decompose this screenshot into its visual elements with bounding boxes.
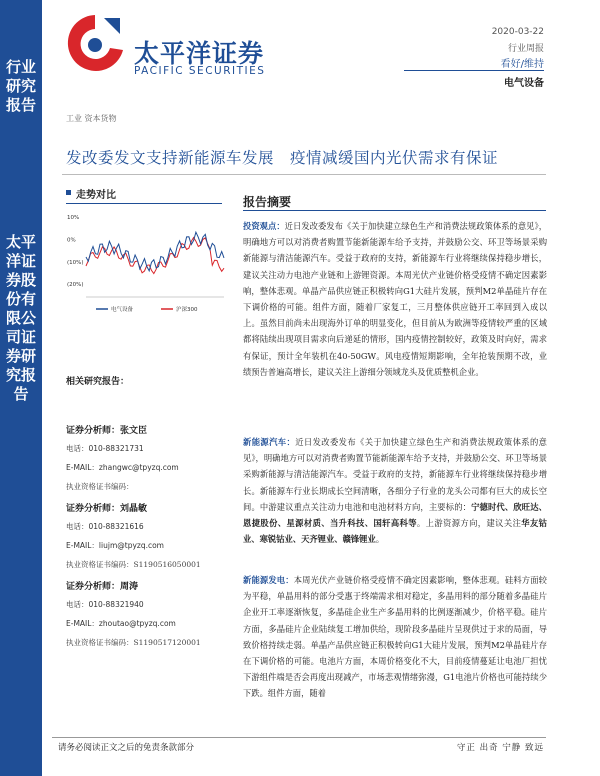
report-type: 行业周报 xyxy=(507,44,544,54)
paragraph-lead: 投资观点： xyxy=(243,221,285,231)
report-date: 2020-03-22 xyxy=(491,27,544,37)
sector-name: 电气设备 xyxy=(504,78,544,89)
paragraph-body: 。 xyxy=(375,534,385,545)
analyst-3-email[interactable]: E-MAIL：zhoutao@tpyzq.com xyxy=(66,619,176,628)
paragraph-body: 近日发改委发布《关于加快建立绿色生产和消费法规政策体系的意见》，明确地方可以对消费者购置节能新能源车给予支持，并鼓励公交、环卫等场景采购新能源与清洁能源汽车。受益于政府的支持，新能源车行业将继续保持稳步增长，建议关注动力电池产业链和上游锂资源。本周光伏产业链价格受疫情不确定因素影响，整体悲观。单晶产品供应链正积极转向G1大硅片发展，预判M2单晶硅片存在下调价格的可能。组件方面，随着厂家复工，三月整体供应链开工率回到入成以上。虽然目前尚未出现海外订单的明显变化，但目前从为欧洲等疫情较严重的区域都将陆续出现项目需求向后递延的情形，国内疫情控制较好，政策及时向好，需求有保证，预计全年装机在40-50GW。风电疫情短期影响，全年抢装预期不改，业绩预告普遍高增长，建议关注上游细分领域龙头及优质整机企业。 xyxy=(243,221,547,377)
analyst-1-email[interactable]: E-MAIL：zhangwc@tpyzq.com xyxy=(66,463,179,472)
trend-divider xyxy=(66,203,222,204)
pacific-securities-logo-icon xyxy=(64,12,126,78)
analyst-3-cert: 执业资格证书编码：S1190517120001 xyxy=(66,638,201,647)
left-sidebar-bar xyxy=(0,0,42,776)
analyst-1-phone: 电话：010-88321731 xyxy=(66,444,144,453)
footer-disclaimer: 请务必阅读正文之后的免责条款部分 xyxy=(58,743,195,753)
analyst-2-name: 证券分析师：刘晶敏 xyxy=(66,504,148,514)
brand-name-cn: 太平洋证券 xyxy=(134,39,265,68)
paragraph-body: 本周光伏产业链价格受疫情不确定因素影响，整体悲观。硅料方面较为平稳，单晶用料的部分受惠于终端需求相对稳定，多晶用料的部分随着多晶硅片企业开工率逐渐恢复，多晶硅企业生产多晶用料的比例逐渐减少，价格平稳。硅片方面，多晶硅片企业陆续复工增加供给，现阶段多晶硅片呈现供过于求的局面，导致价格持续走弱。单晶产品供应链正积极转向G1大硅片发展，预判M2单晶硅片存在下调价格的可能。电池片方面，本周价格变化不大，目前疫情蔓延让电池厂担忧下游组件端是否会再度出现减产，市场悲观情绪弥漫，G1电池片价格也可能持续少下跌。组件方面，随着 xyxy=(243,575,547,699)
brand-name-en: PACIFIC SECURITIES xyxy=(134,65,266,77)
summary-divider xyxy=(243,210,546,211)
trend-chart xyxy=(66,209,226,324)
series-line-electrical xyxy=(86,232,224,271)
sidebar-label-bottom: 太平洋证券股份有限公司证券研究报告 xyxy=(5,233,36,403)
header-divider xyxy=(404,70,544,71)
footer-divider xyxy=(52,737,546,738)
paragraph-body: 。上游资源方向，建议关注 xyxy=(416,518,522,529)
square-bullet-icon xyxy=(66,190,71,195)
trend-heading: 走势对比 xyxy=(76,190,116,201)
y-tick-label: (10%) xyxy=(67,259,84,266)
analyst-2-cert: 执业资格证书编码：S1190516050001 xyxy=(66,560,201,569)
paragraph-lead: 新能源发电： xyxy=(243,575,294,585)
paragraph-highlight: 华友钴业、寒锐钴业、天齐锂业、赣锋锂业 xyxy=(243,518,547,545)
y-tick-label: 0% xyxy=(67,237,76,244)
analyst-3-name: 证券分析师：周涛 xyxy=(66,582,139,592)
summary-heading: 报告摘要 xyxy=(243,195,292,209)
footer-motto: 守正 出奇 宁静 致远 xyxy=(456,743,544,753)
analyst-1-name: 证券分析师：张文臣 xyxy=(66,426,148,436)
rating: 看好/维持 xyxy=(500,59,544,70)
paragraph-highlight: 宁德时代、欣旺达、恩捷股份、星源材质、当升科技、国轩高科等 xyxy=(243,501,547,529)
legend-label-electrical: 电气设备 xyxy=(111,307,134,313)
paragraph-new-energy-vehicles xyxy=(243,434,547,547)
y-tick-label: (20%) xyxy=(67,282,84,289)
related-reports-heading: 相关研究报告： xyxy=(66,377,130,387)
paragraph-new-energy-power xyxy=(243,572,547,702)
analyst-2-phone: 电话：010-88321616 xyxy=(66,522,144,531)
paragraph-body: 近日发改委发布《关于加快建立绿色生产和消费法规政策体系的意见》，明确地方可以对消费者购置节能新能源车给予支持，并鼓励公交、环卫等场景采购新能源与清洁能源汽车。受益于政府的支持，新能源车行业将继续保持稳步增长。新能源车行业长期成长空间清晰，各细分子行业的龙头公司都有巨大的成长空间。中游建议重点关注动力电池和电池材料方向，主要标的： xyxy=(243,437,547,512)
paragraph-lead: 新能源汽车： xyxy=(243,437,296,447)
analyst-2-email[interactable]: E-MAIL：liujm@tpyzq.com xyxy=(66,541,164,550)
legend-label-hs300: 沪深300 xyxy=(176,307,198,313)
analyst-1-cert: 执业资格证书编码： xyxy=(66,482,134,491)
sidebar-label-top: 行业研究报告 xyxy=(5,58,36,114)
analyst-3-phone: 电话：010-88321940 xyxy=(66,600,144,609)
industry-tags: 工业 资本货物 xyxy=(66,114,117,123)
series-line-hs300 xyxy=(86,238,224,274)
title-divider xyxy=(62,174,546,175)
report-title: 发改委发文支持新能源车发展 疫情减缓国内光伏需求有保证 xyxy=(66,149,499,167)
paragraph-investment-view xyxy=(243,218,547,380)
y-tick-label: 10% xyxy=(67,215,80,221)
